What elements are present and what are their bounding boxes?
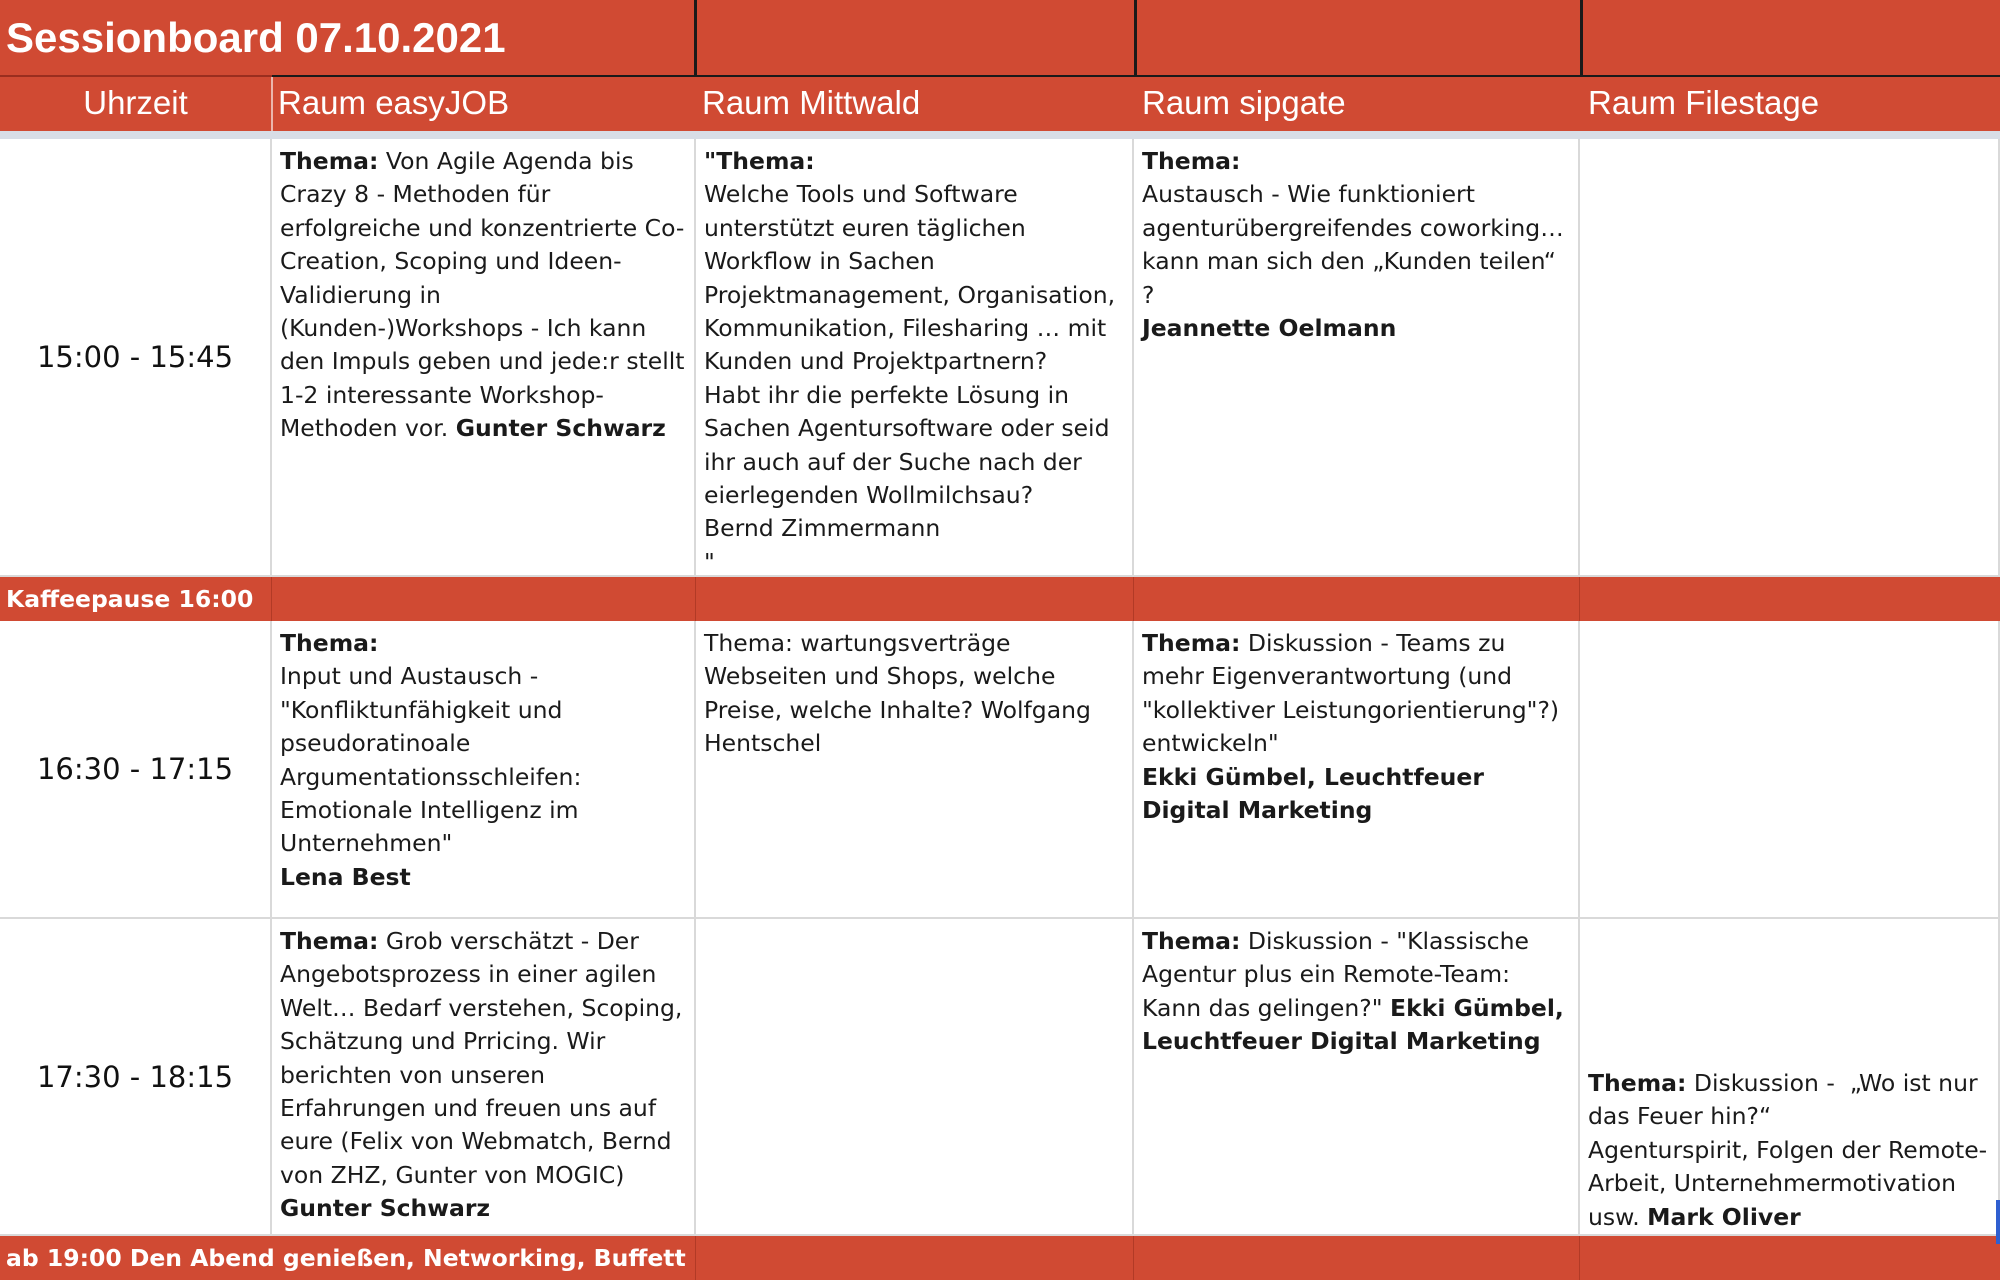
session-label: Thema: bbox=[280, 147, 379, 175]
session-label: "Thema: bbox=[704, 147, 815, 175]
session-label: Thema: bbox=[1142, 147, 1241, 175]
session-label: Thema: bbox=[280, 629, 379, 657]
header-room-easyjob[interactable]: Raum easyJOB bbox=[278, 84, 510, 121]
session-description: Thema: wartungsverträge Webseiten und Shops, welche Preise, welche Inhalte? Wolfgang Hentschel bbox=[704, 629, 1099, 758]
session-speaker: Lena Best bbox=[280, 862, 411, 891]
session-r2-easyjob[interactable] bbox=[272, 621, 696, 919]
header-room-sipgate[interactable]: Raum sipgate bbox=[1142, 84, 1346, 121]
session-r1-mittwald[interactable] bbox=[696, 139, 1134, 577]
session-r3-sipgate[interactable] bbox=[1134, 919, 1580, 1236]
session-r3-filestage[interactable] bbox=[1580, 919, 2000, 1236]
session-label: Thema: bbox=[1588, 1068, 1687, 1097]
session-label: Thema: bbox=[280, 927, 379, 955]
evening-networking[interactable]: ab 19:00 Den Abend genießen, Networking, Buffett bbox=[0, 1236, 2000, 1280]
session-speaker: Gunter Schwarz bbox=[280, 1194, 491, 1223]
session-description: Input und Austausch - "Konfliktunfähigkeit und pseudoratinoale Argumentationsschleifen: Emotionale Intelligenz im Unternehmen" bbox=[280, 662, 582, 858]
header-time[interactable]: Uhrzeit bbox=[83, 84, 188, 121]
session-description: Grob verschätzt - Der Angebotsprozess in einer agilen Welt… Bedarf verstehen, Scoping, Schätzung und Prricing. Wir berichten von unseren Erfahrungen und freuen uns auf eure (Felix von Webmatch, Bernd von ZHZ, Gunter von MOGIC) bbox=[280, 927, 690, 1189]
band-separator bbox=[1133, 577, 1134, 621]
time-slot-3[interactable]: 17:30 - 18:15 bbox=[0, 919, 272, 1236]
header-room-mittwald[interactable]: Raum Mittwald bbox=[702, 84, 921, 121]
session-speaker: Gunter Schwarz bbox=[455, 414, 666, 443]
band-separator bbox=[695, 1236, 696, 1280]
frozen-row-divider bbox=[0, 131, 2000, 139]
session-speaker: Jeannette Oelmann bbox=[1142, 314, 1397, 343]
header-separator bbox=[271, 77, 273, 132]
session-description: Diskussion - "Klassische Agentur plus ein Remote-Team: Kann das gelingen?" bbox=[1142, 927, 1537, 1022]
session-r3-mittwald[interactable] bbox=[696, 919, 1134, 1236]
session-description: Diskussion - „Wo ist nur das Feuer hin?“ Agenturspirit, Folgen der Remote-Arbeit, Unternehmermotivation usw. bbox=[1588, 1068, 1988, 1231]
session-r3-easyjob[interactable] bbox=[272, 919, 696, 1236]
header-room-filestage[interactable]: Raum Filestage bbox=[1588, 84, 1820, 121]
session-content bbox=[1588, 1067, 1990, 1234]
session-r2-mittwald[interactable] bbox=[696, 621, 1134, 919]
session-description: Von Agile Agenda bis Crazy 8 - Methoden für erfolgreiche und konzentrierte Co-Creation, Scoping und Ideen-Validierung in (Kunden-)Workshops - Ich kann den Impuls geben und jede:r stellt 1-2 interessante Workshop-Methoden vor. bbox=[280, 147, 692, 443]
session-r2-filestage[interactable] bbox=[1580, 621, 2000, 919]
board-title[interactable]: Sessionboard 07.10.2021 bbox=[0, 0, 694, 77]
session-speaker: Ekki Gümbel, Leuchtfeuer Digital Marketing bbox=[1142, 993, 1573, 1056]
band-separator bbox=[695, 577, 696, 621]
band-separator bbox=[1579, 1236, 1580, 1280]
session-r1-filestage[interactable] bbox=[1580, 139, 2000, 577]
session-r1-sipgate[interactable] bbox=[1134, 139, 1580, 577]
session-description: Austausch - Wie funktioniert agenturübergreifendes coworking… kann man sich den „Kunden teilen“ ? bbox=[1142, 180, 1564, 309]
time-slot-2[interactable]: 16:30 - 17:15 bbox=[0, 621, 272, 919]
break-coffee[interactable]: Kaffeepause 16:00 bbox=[0, 577, 2000, 621]
session-label: Thema: bbox=[1142, 927, 1241, 955]
selection-handle[interactable] bbox=[1996, 1200, 2000, 1244]
session-speaker: Ekki Gümbel, Leuchtfeuer Digital Marketing bbox=[1142, 762, 1493, 825]
band-separator bbox=[1579, 577, 1580, 621]
time-slot-1[interactable]: 15:00 - 15:45 bbox=[0, 139, 272, 577]
band-separator bbox=[1133, 1236, 1134, 1280]
session-r1-easyjob[interactable] bbox=[272, 139, 696, 577]
session-label: Thema: bbox=[1142, 629, 1241, 657]
session-speaker: Mark Oliver bbox=[1647, 1202, 1801, 1231]
band-separator bbox=[271, 577, 272, 621]
session-r2-sipgate[interactable] bbox=[1134, 621, 1580, 919]
session-description: Diskussion - Teams zu mehr Eigenverantwortung (und "kollektiver Leistungorientierung"?) entwickeln" bbox=[1142, 629, 1560, 758]
session-description: Welche Tools und Software unterstützt euren täglichen Workflow in Sachen Projektmanagement, Organisation, Kommunikation, Filesharing … mit Kunden und Projektpartnern? Habt ihr die perfekte Lösung in Sachen Agentursoftware oder seid ihr auch auf der Suche nach der eierlegenden Wollmilchsau? Bernd Zimmermann " bbox=[704, 180, 1116, 576]
